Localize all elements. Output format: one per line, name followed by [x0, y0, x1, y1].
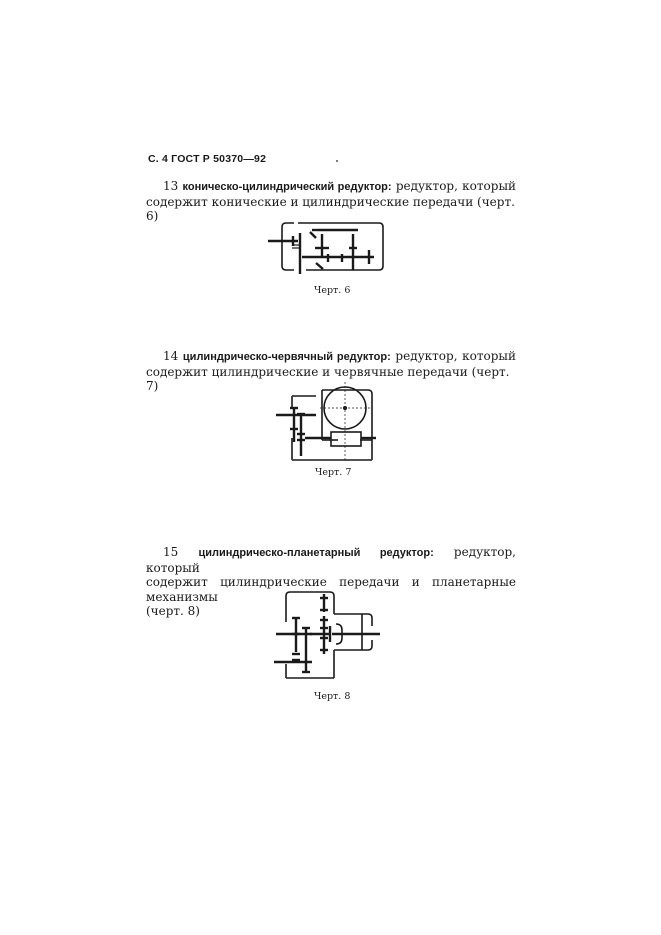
entry-15-line3: (черт. 8): [146, 604, 200, 618]
worm-wheel-center: [343, 406, 347, 410]
figure-7-cylindrical-worm-reducer-diagram: [276, 382, 386, 464]
figure-7-caption: Черт. 7: [315, 467, 352, 478]
page-header: С. 4 ГОСТ Р 50370—92: [148, 153, 267, 165]
entry-14-term: цилиндрическо-червячный редуктор:: [182, 351, 391, 363]
figure-8-caption: Черт. 8: [314, 691, 351, 702]
entry-15-line2: содержит цилиндрические передачи и планетарные механизмы: [146, 575, 516, 604]
entry-13-definition-start: редуктор, который: [395, 179, 516, 193]
entry-14-definition-start: редуктор, который: [395, 349, 516, 363]
figure-6-conical-cylindrical-reducer-diagram: [262, 214, 392, 274]
figure-6-caption: Черт. 6: [314, 285, 351, 296]
entry-13-number: 13: [163, 179, 179, 193]
speck: [336, 160, 338, 162]
entry-15-term: цилиндрическо-планетарный редуктор:: [198, 547, 434, 559]
entry-13-term: коническо-цилиндрический редуктор:: [182, 181, 392, 193]
entry-15-definition-start: редуктор, который: [146, 545, 516, 575]
entry-15-number: 15: [163, 545, 179, 559]
entry-13-line2: содержит конические и цилиндрические передачи (черт. 6): [146, 194, 515, 223]
entry-13-line1: [146, 179, 516, 195]
entry-14-line2: содержит цилиндрические и червячные передачи (черт. 7): [146, 364, 510, 393]
entry-14-number: 14: [163, 349, 179, 363]
figure-8-cylindrical-planetary-reducer-diagram: [272, 588, 384, 684]
entry-15-line1: [146, 545, 516, 575]
entry-14-line1: [146, 349, 516, 365]
